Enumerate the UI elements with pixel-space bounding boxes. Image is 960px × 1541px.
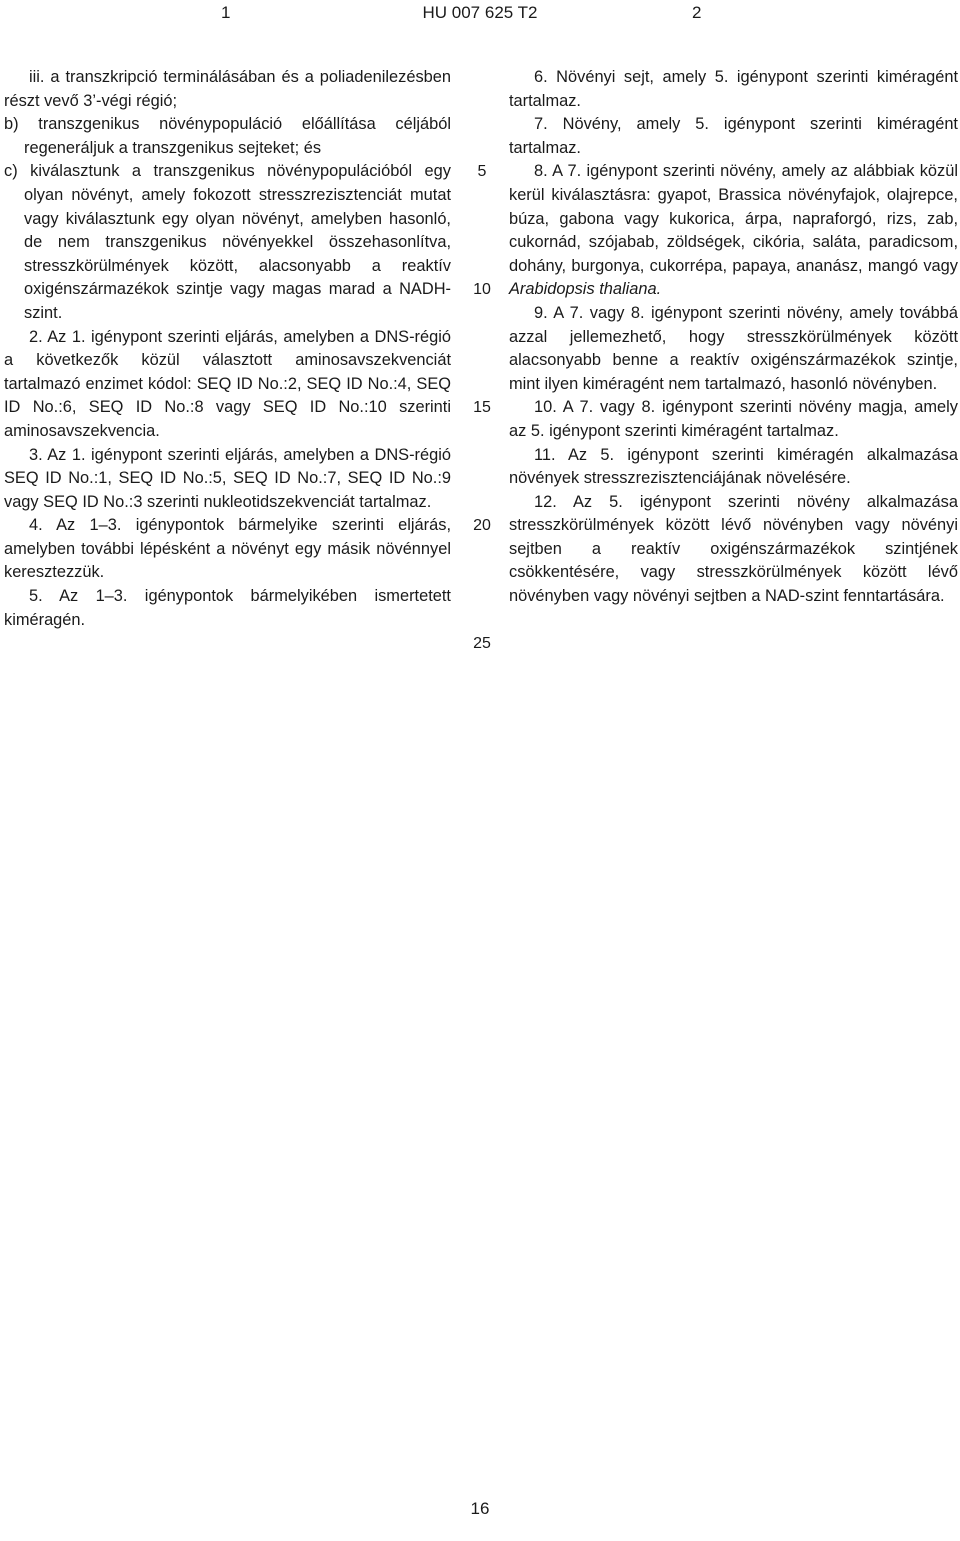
claim-12: 12. Az 5. igénypont szerinti növény alkalmazása stresszkörülmények között lévő növényben vagy növényi sejtben a reaktív oxigénszármazékok szintjének csökkentésére, vagy stresszkörülmények között lévő növényben vagy növényi sejtben a NAD-szint fenntartására. (509, 492, 958, 606)
claim-8-text: 8. A 7. igénypont szerinti növény, amely az alábbiak közül kerül kiválasztásra: gyapot, Brassica növényfajok, olajrepce, búza, gabona vagy kukorica, árpa, napraforgó, rizs, zab, cukornád, szójabab, zöldségek, cikória, saláta, paradicsom, dohány, burgonya, cukorrépa, papaya, ananász, mangó vagy (509, 162, 958, 275)
claim-2: 2. Az 1. igénypont szerinti eljárás, amelyben a DNS-régió a következők közül választott aminosavszekvenciát tartalmazó enzimet kódol: SEQ ID No.:2, SEQ ID No.:4, SEQ ID No.:6, SEQ ID No.:8 vagy SEQ ID No.:10 szerinti aminosavszekvencia. (4, 327, 451, 440)
claim-1-step-b: b) transzgenikus növénypopuláció előállítása céljából regeneráljuk a transzgenikus sejteket; és (4, 115, 451, 157)
claim-1-step-c: c) kiválasztunk a transzgenikus növénypopulációból egy olyan növényt, amely fokozott stresszrezisztenciát mutat vagy kiválasztunk egy olyan növényt, amelyben hasonló, de nem transzgenikus növényekkel összehasonlítva, stresszkörülmények között, alacsonyabb a reaktív oxigénszármazékok szintje vagy magas marad a NADH-szint. (4, 162, 451, 322)
claim-8-species: Arabidopsis thaliana. (509, 280, 662, 299)
header-document-id: HU 007 625 T2 (422, 3, 538, 22)
claim-5: 5. Az 1–3. igénypontok bármelyikében ismertetett kiméragén. (4, 587, 451, 629)
header-page-number-left: 1 (221, 3, 231, 22)
line-number-20: 20 (473, 517, 491, 534)
claim-3: 3. Az 1. igénypont szerinti eljárás, amelyben a DNS-régió SEQ ID No.:1, SEQ ID No.:5, SEQ ID No.:7, SEQ ID No.:9 vagy SEQ ID No.:3 szerinti nukleotidszekvenciát tartalmaz. (4, 445, 451, 511)
claim-10: 10. A 7. vagy 8. igénypont szerinti növény magja, amely az 5. igénypont szerinti kiméragént tartalmaz. (509, 398, 958, 440)
claim-6: 6. Növényi sejt, amely 5. igénypont szerinti kiméragént tartalmaz. (509, 68, 958, 110)
line-number-25: 25 (473, 635, 491, 652)
line-number-15: 15 (473, 399, 491, 416)
left-column (4, 66, 451, 632)
claim-11: 11. Az 5. igénypont szerinti kiméragén alkalmazása növények stresszrezisztenciájának növelésére. (509, 445, 958, 488)
header-page-number-right: 2 (692, 3, 702, 22)
claim-9: 9. A 7. vagy 8. igénypont szerinti növény, amely továbbá azzal jellemezhető, hogy stresszkörülmények között alacsonyabb benne a reaktív oxigénszármazékok szintje, mint ilyen kiméragént nem tartalmazó, hasonló növényben. (509, 303, 958, 393)
line-number-10: 10 (473, 281, 491, 298)
footer-page-number: 16 (470, 1499, 490, 1518)
claim-8 (509, 160, 958, 302)
claim-7: 7. Növény, amely 5. igénypont szerinti kiméragént tartalmaz. (509, 115, 958, 157)
claim-1-step-iii: iii. a transzkripció terminálásában és a poliadenilezésben részt vevő 3’-végi régió; (4, 68, 451, 110)
right-column (509, 66, 958, 609)
line-number-5: 5 (477, 163, 487, 180)
page-header (0, 0, 960, 30)
claim-4: 4. Az 1–3. igénypontok bármelyike szerinti eljárás, amelyben további lépésként a növényt egy másik növénnyel keresztezzük. (4, 516, 451, 582)
